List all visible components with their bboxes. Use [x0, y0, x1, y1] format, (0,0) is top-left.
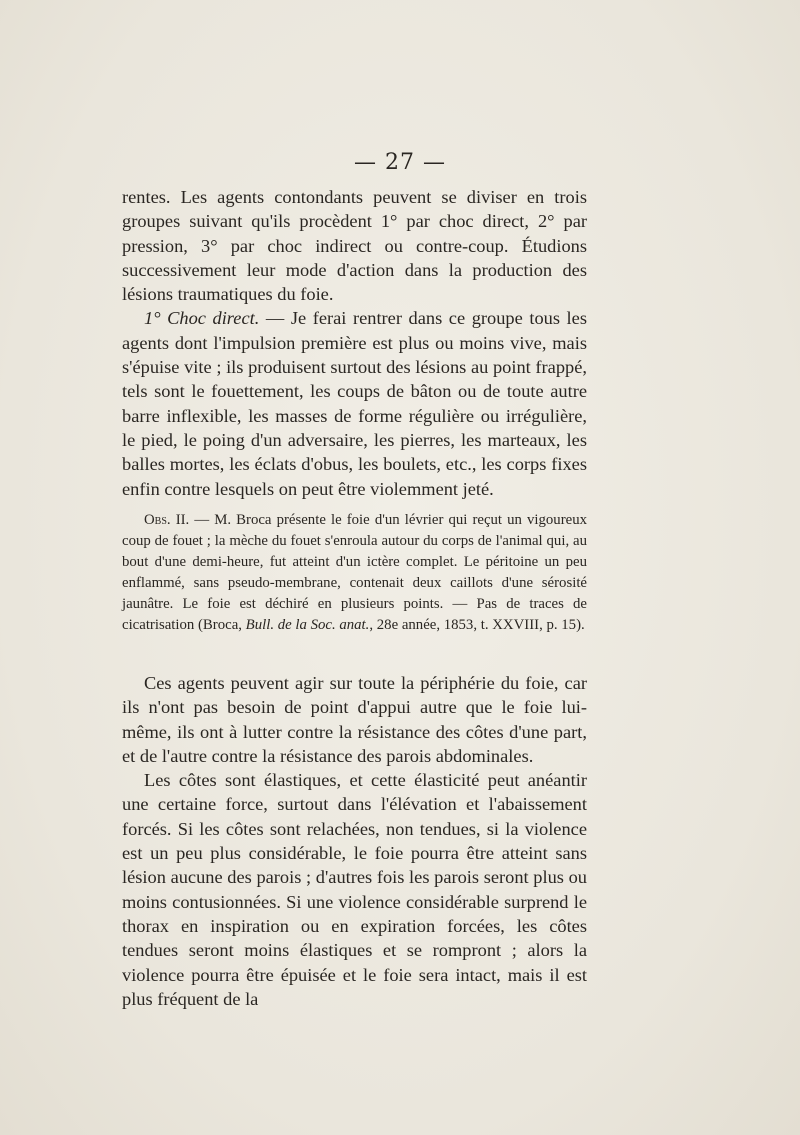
observation-text: — M. Broca présente le foie d'un lévrier qui reçut un vigoureux coup de fouet ; la mèche du fouet s'enroula autour du corps de l'animal qui, au bout d'une demi-heure, fut atteint d'un ictère complet. Le péritoine un peu enflammé, sans pseudo-membrane, contenait deux caillots d'une sérosité jaunâtre. Le foie est déchiré en plusieurs points. — Pas de traces de cicatrisation (Broca, — [122, 512, 587, 634]
observation-source: Bull. de la Soc. anat. — [245, 617, 370, 634]
section-text: — Je ferai rentrer dans ce groupe tous les agents dont l'impulsion première est plus ou moins vive, mais s'épuise vite ; ils produisent surtout des lésions au point frappé, tels sont le fouettement, les coups de bâton ou de toute autre barre inflexible, les masses de forme régulière ou irrégulière, le pied, le poing d'un adversaire, les pierres, les marteaux, les balles mortes, les éclats d'obus, les boulets, etc., les corps fixes enfin contre lesquels on peut être violemment jeté. — [122, 308, 587, 499]
observation-note — [122, 510, 587, 637]
observation-paragraph — [122, 510, 587, 637]
paragraph-choc-direct — [122, 306, 587, 500]
text-block-top — [122, 185, 587, 501]
observation-label: Obs. II. — [144, 512, 190, 528]
page-number: — 27 — — [354, 150, 446, 175]
paragraph-cotes: Les côtes sont élastiques, et cette élasticité peut anéantir une certaine force, surtout dans l'élévation et l'abaissement forcés. Si les côtes sont relachées, non tendues, si la violence est un peu plus considérable, le foie pourra être atteint sans lésion aucune des parois ; d'autres fois les parois seront plus ou moins contusionnées. Si une violence considérable surprend le thorax en inspiration ou en expiration forcées, les côtes tendues seront moins élastiques et se rompront ; alors la violence pourra être épuisée et le foie sera intact, mais il est plus fréquent de la — [122, 770, 587, 1009]
paragraph-peripherie: Ces agents peuvent agir sur toute la périphérie du foie, car ils n'ont pas besoin de point d'appui autre que le foie lui-même, ils ont à lutter contre la résistance des côtes d'une part, et de l'autre contre la résistance des parois abdominales. — [122, 673, 587, 766]
section-heading: 1° Choc direct. — [144, 308, 260, 329]
paragraph-intro: rentes. Les agents contondants peuvent se diviser en trois groupes suivant qu'ils procèdent 1° par choc direct, 2° par pression, 3° par choc indirect ou contre-coup. Étudions successivement leur mode d'action dans la production des lésions traumatiques du foie. — [122, 187, 587, 305]
text-block-bottom — [122, 671, 587, 1011]
observation-source-end: , 28e année, 1853, t. XXVIII, p. 15). — [369, 617, 585, 634]
